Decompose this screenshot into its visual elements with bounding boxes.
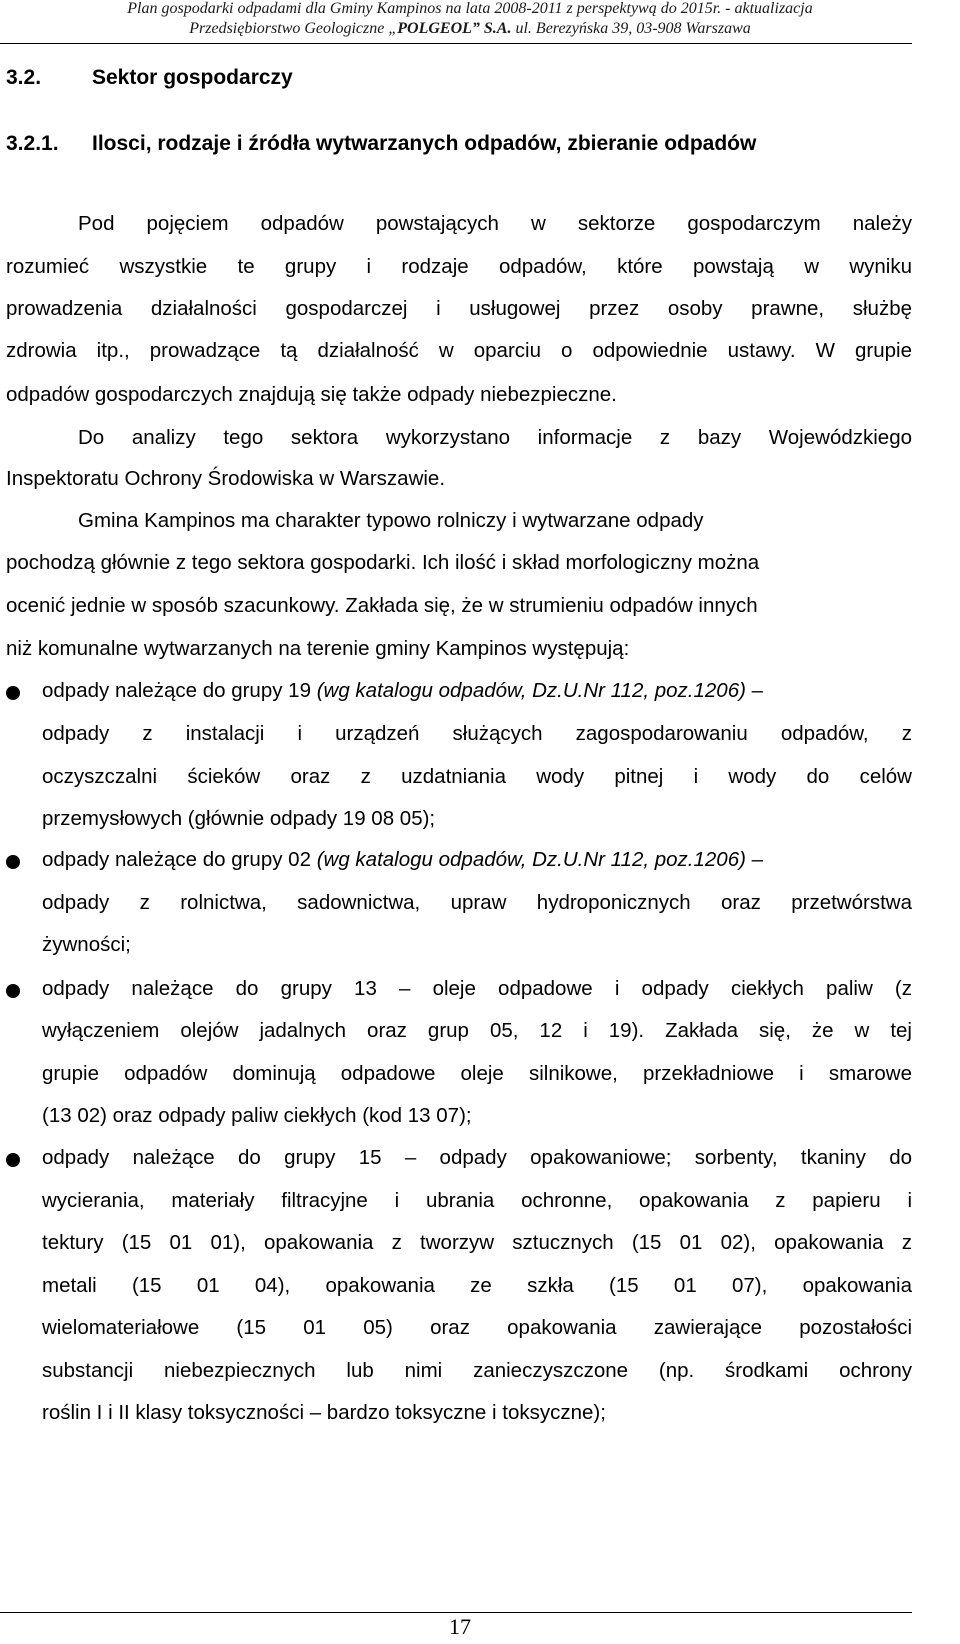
paragraph-line: zdrowia itp., prowadzące tą działalność w oparciu o odpowiednie ustawy. W grupie <box>6 339 912 362</box>
header-divider <box>0 43 912 44</box>
section-title: Sektor gospodarczy <box>92 66 293 89</box>
bullet-line: odpady z instalacji i urządzeń służących zagospodarowaniu odpadów, z <box>42 722 912 745</box>
paragraph-line: Pod pojęciem odpadów powstających w sektorze gospodarczym należy <box>78 212 912 235</box>
bullet-line: żywności; <box>42 933 131 956</box>
section-heading <box>6 66 293 90</box>
subsection-title: Ilosci, rodzaje i źródła wytwarzanych odpadów, zbieranie odpadów <box>92 132 757 155</box>
paragraph-line: Inspektoratu Ochrony Środowiska w Warszawie. <box>6 467 446 490</box>
bullet-line: (13 02) oraz odpady paliw ciekłych (kod 13 07); <box>42 1104 472 1127</box>
bullet-line: tektury (15 01 01), opakowania z tworzyw sztucznych (15 01 02), opakowania z <box>42 1231 912 1254</box>
footer-divider <box>0 1612 912 1613</box>
paragraph-line: prowadzenia działalności gospodarczej i usługowej przez osoby prawne, służbę <box>6 297 912 320</box>
page-number: 17 <box>449 1614 471 1639</box>
paragraph-line: Gmina Kampinos ma charakter typowo rolniczy i wytwarzane odpady <box>78 509 704 532</box>
paragraph-line: niż komunalne wytwarzanych na terenie gminy Kampinos występują: <box>6 637 630 660</box>
bullet-line: roślin I i II klasy toksyczności – bardzo toksyczne i toksyczne); <box>42 1401 606 1424</box>
bullet-line: odpady z rolnictwa, sadownictwa, upraw hydroponicznych oraz przetwórstwa <box>42 891 912 914</box>
bullet-line: oczyszczalni ścieków oraz z uzdatniania wody pitnej i wody do celów <box>42 765 912 788</box>
bullet-citation: (wg katalogu odpadów, Dz.U.Nr 112, poz.1206) <box>316 848 746 871</box>
bullet-icon <box>6 686 20 700</box>
bullet-line: wyłączeniem olejów jadalnych oraz grup 05, 12 i 19). Zakłada się, że w tej <box>42 1019 912 1042</box>
bullet-lead-text: odpady należące do grupy 02 <box>42 848 317 871</box>
paragraph-line: odpadów gospodarczych znajdują się także odpady niebezpieczne. <box>6 383 617 406</box>
bullet-line: grupie odpadów dominują odpadowe oleje silnikowe, przekładniowe i smarowe <box>42 1062 912 1085</box>
bullet-icon <box>6 1153 20 1167</box>
paragraph-line: pochodzą głównie z tego sektora gospodarki. Ich ilość i skład morfologiczny można <box>6 551 760 574</box>
bullet-icon <box>6 984 20 998</box>
bullet-line: odpady należące do grupy 15 – odpady opakowaniowe; sorbenty, tkaniny do <box>42 1146 912 1169</box>
bullet-dash: – <box>745 679 764 702</box>
bullet-line: metali (15 01 04), opakowania ze szkła (15 01 07), opakowania <box>42 1274 912 1297</box>
bullet-line: substancji niebezpiecznych lub nimi zanieczyszczone (np. środkami ochrony <box>42 1359 912 1382</box>
paragraph-line: rozumieć wszystkie te grupy i rodzaje odpadów, które powstają w wyniku <box>6 255 912 278</box>
bullet-line: odpady należące do grupy 13 – oleje odpadowe i odpady ciekłych paliw (z <box>42 977 912 1000</box>
bullet-lead-text: odpady należące do grupy 19 <box>42 679 317 702</box>
header-company-prefix: Przedsiębiorstwo Geologiczne „ <box>189 20 398 37</box>
subsection-number: 3.2.1. <box>6 132 59 155</box>
paragraph-line: Do analizy tego sektora wykorzystano informacje z bazy Wojewódzkiego <box>78 426 912 449</box>
bullet-line: przemysłowych (głównie odpady 19 08 05); <box>42 807 436 830</box>
bullet-citation: (wg katalogu odpadów, Dz.U.Nr 112, poz.1206) <box>316 679 746 702</box>
bullet-line: wielomateriałowe (15 01 05) oraz opakowania zawierające pozostałości <box>42 1316 912 1339</box>
paragraph-line: ocenić jednie w sposób szacunkowy. Zakłada się, że w strumieniu odpadów innych <box>6 594 758 617</box>
bullet-icon <box>6 855 20 869</box>
header-company <box>0 20 950 38</box>
bullet-dash: – <box>745 848 764 871</box>
bullet-lead <box>42 679 763 703</box>
bullet-lead <box>42 848 763 872</box>
section-number: 3.2. <box>6 66 42 89</box>
header-title: Plan gospodarki odpadami dla Gminy Kampinos na lata 2008-2011 z perspektywą do 2015r. - aktualizacja <box>127 0 813 17</box>
subsection-heading <box>6 132 756 156</box>
header-company-name: POLGEOL” S.A. <box>397 20 512 37</box>
header-company-address: ul. Berezyńska 39, 03-908 Warszawa <box>511 20 751 37</box>
bullet-line: wycierania, materiały filtracyjne i ubrania ochronne, opakowania z papieru i <box>42 1189 912 1212</box>
